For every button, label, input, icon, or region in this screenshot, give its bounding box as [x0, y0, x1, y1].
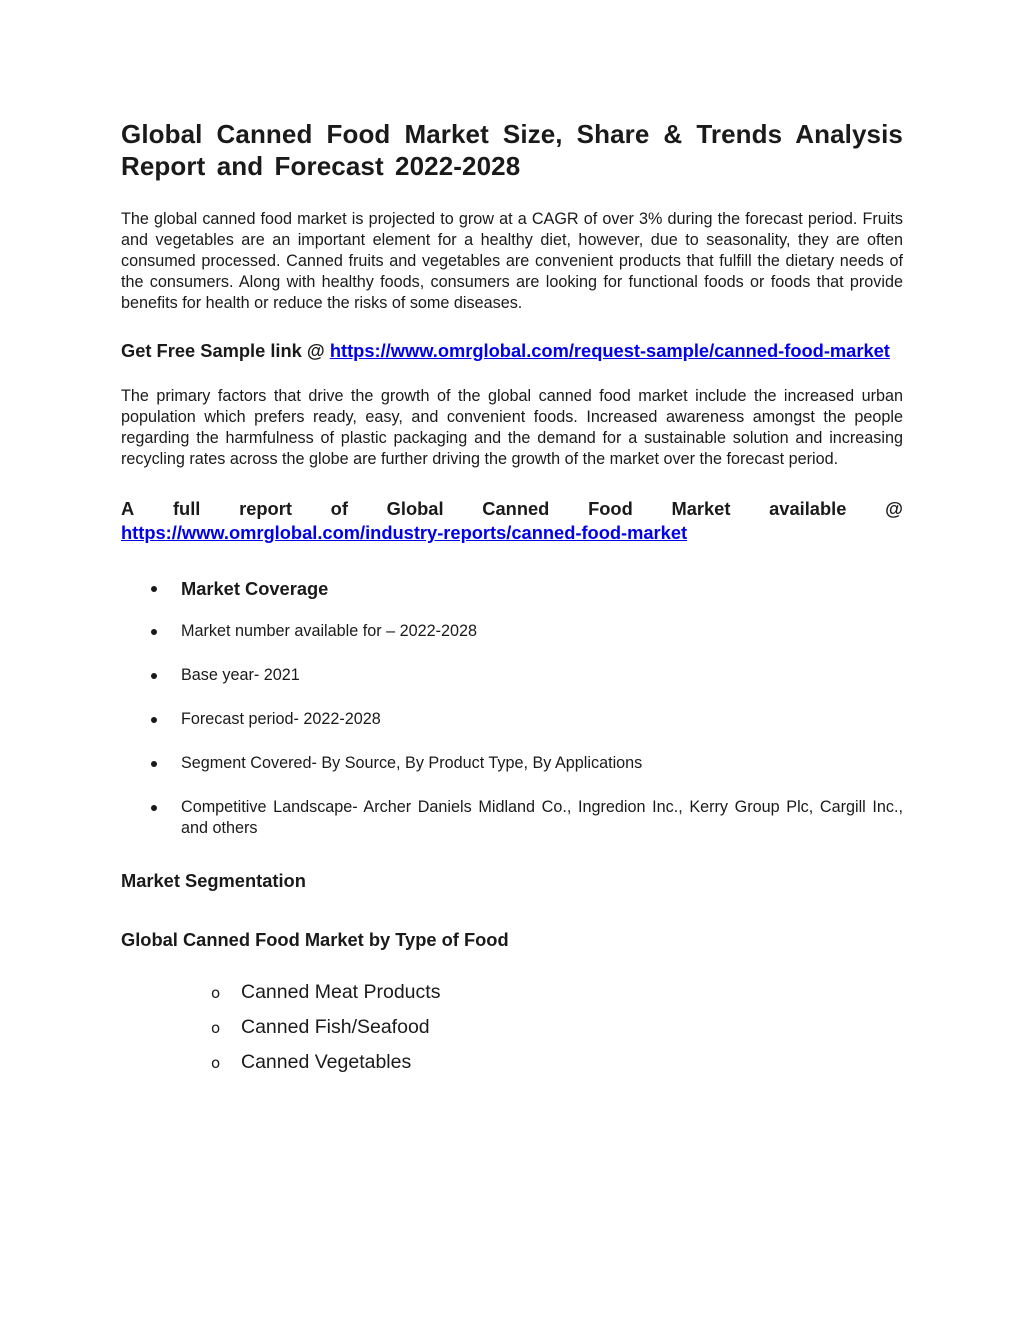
full-report-word: of: [330, 498, 348, 519]
full-report-link[interactable]: https://www.omrglobal.com/industry-reports/canned-food-market: [121, 522, 688, 543]
coverage-item-text: Forecast period- 2022-2028: [181, 710, 381, 728]
sample-link-label: Get Free Sample link @: [121, 340, 330, 361]
list-item: [121, 797, 903, 839]
food-type-text: Canned Meat Products: [241, 981, 441, 1003]
list-item: [121, 753, 903, 774]
full-report-word: A: [121, 498, 135, 519]
list-item: [121, 621, 903, 642]
coverage-item-text: Market number available for – 2022-2028: [181, 622, 478, 640]
document-title: Global Canned Food Market Size, Share & Trends Analysis Report and Forecast 2022-2028: [121, 119, 903, 181]
food-type-list: [121, 980, 903, 1074]
intro-paragraph: The global canned food market is projected to grow at a CAGR of over 3% during the forecast period. Fruits and vegetables are an important element for a healthy diet, however, due to seasonality, they are often consumed processed. Canned fruits and vegetables are convenient products that fulfill the dietary needs of the consumers. Along with healthy foods, consumers are looking for functional foods or foods that provide benefits for health or reduce the risks of some diseases.: [121, 210, 903, 312]
bullet-icon: [151, 761, 157, 767]
bullet-icon: [151, 805, 157, 811]
segmentation-heading: Market Segmentation: [121, 870, 306, 891]
full-report-word: Food: [588, 498, 633, 519]
sample-link[interactable]: https://www.omrglobal.com/request-sample/canned-food-market: [329, 340, 890, 361]
sample-link-line: [121, 339, 903, 363]
bullet-icon: [151, 673, 157, 679]
food-type-text: Canned Fish/Seafood: [241, 1016, 430, 1038]
bullet-icon: [151, 629, 157, 635]
full-report-line: [121, 497, 903, 545]
list-item: [121, 577, 903, 601]
circle-bullet-icon: o: [211, 984, 221, 1002]
type-of-food-heading: Global Canned Food Market by Type of Food: [121, 929, 509, 950]
coverage-item-text: Base year- 2021: [181, 666, 300, 684]
list-item: [121, 980, 903, 1004]
coverage-heading: Market Coverage: [181, 578, 329, 599]
list-item: [121, 1015, 903, 1039]
coverage-list: [121, 577, 903, 839]
coverage-item-text: Competitive Landscape- Archer Daniels Midland Co., Ingredion Inc., Kerry Group Plc, Cargill Inc., and others: [181, 798, 903, 837]
bullet-icon: [151, 717, 157, 723]
list-item: [121, 665, 903, 686]
circle-bullet-icon: o: [211, 1019, 221, 1037]
full-report-word: available: [769, 498, 847, 519]
full-report-word: full: [172, 498, 201, 519]
list-item: [121, 1050, 903, 1074]
document-page: [121, 118, 903, 1085]
circle-bullet-icon: o: [211, 1054, 221, 1072]
full-report-label: [121, 497, 903, 521]
full-report-word: Market: [671, 498, 731, 519]
food-type-text: Canned Vegetables: [241, 1051, 412, 1073]
coverage-item-text: Segment Covered- By Source, By Product Type, By Applications: [181, 754, 643, 772]
full-report-word: Canned: [482, 498, 550, 519]
drivers-paragraph: The primary factors that drive the growth of the global canned food market include the increased urban population which prefers ready, easy, and convenient foods. Increased awareness amongst the people regarding the harmfulness of plastic packaging and the demand for a sustainable solution and increasing recycling rates across the globe are further driving the growth of the market over the forecast period.: [121, 387, 903, 468]
list-item: [121, 709, 903, 730]
full-report-word: report: [239, 498, 292, 519]
full-report-word: Global: [386, 498, 444, 519]
full-report-word: @: [885, 498, 903, 519]
bullet-icon: [151, 586, 157, 592]
